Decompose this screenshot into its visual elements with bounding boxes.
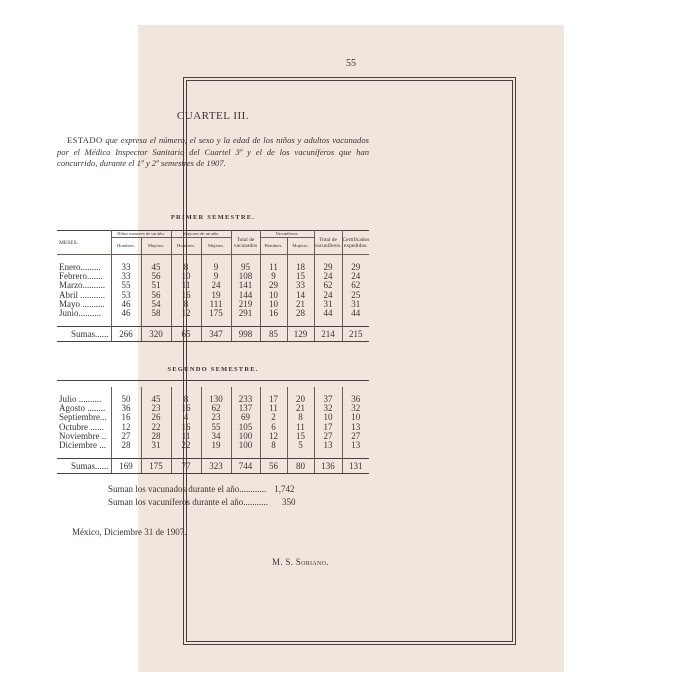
sum-value: 77: [171, 459, 201, 474]
semester2-table: [57, 380, 369, 474]
value-cell: 10: [171, 272, 201, 281]
header-total: Total de vacunados: [231, 231, 260, 255]
value-cell: 21: [287, 300, 314, 309]
value-cell: 9: [201, 272, 231, 281]
month-cell: Julio ..........: [57, 395, 111, 404]
value-cell: 10: [260, 300, 287, 309]
semester2-title: SEGUNDO SEMESTRE.: [167, 366, 259, 373]
month-cell: Agosto ........: [57, 404, 111, 413]
value-cell: 219: [231, 300, 260, 309]
value-cell: 12: [111, 423, 141, 432]
table-row: [57, 441, 369, 450]
spacer-row: [57, 255, 369, 264]
value-cell: 10: [260, 291, 287, 300]
value-cell: 11: [171, 432, 201, 441]
totals-label: Suman los vacunados durante el año............: [108, 484, 267, 494]
sum-value: 175: [141, 459, 171, 474]
value-cell: 29: [342, 263, 369, 272]
month-cell: Junio..........: [57, 309, 111, 318]
sum-label: Sumas......: [57, 459, 111, 474]
month-cell: Noviembre ..: [57, 432, 111, 441]
value-cell: 62: [314, 281, 342, 290]
month-cell: Abril ...........: [57, 291, 111, 300]
value-cell: 4: [171, 413, 201, 422]
value-cell: 46: [111, 300, 141, 309]
semester1-title: PRIMER SEMESTRE.: [170, 214, 256, 221]
value-cell: 2: [260, 413, 287, 422]
value-cell: 24: [314, 272, 342, 281]
value-cell: 11: [171, 281, 201, 290]
value-cell: 37: [314, 395, 342, 404]
table-row: [57, 309, 369, 318]
intro-paragraph: [57, 135, 369, 170]
header-hombres: Hombres.: [111, 238, 141, 255]
value-cell: 28: [111, 441, 141, 450]
signature: M. S. Soriano.: [272, 557, 329, 567]
value-cell: 28: [141, 432, 171, 441]
month-cell: Enero.........: [57, 263, 111, 272]
header-hombres: Hombres.: [171, 238, 201, 255]
sum-value: 215: [342, 327, 369, 342]
value-cell: 16: [171, 404, 201, 413]
header-mujeres: Mujeres.: [287, 238, 314, 255]
value-cell: 10: [342, 413, 369, 422]
totals-vacuniferos: [108, 497, 295, 510]
sum-value: 85: [260, 327, 287, 342]
value-cell: 17: [314, 423, 342, 432]
header-vacuniferos: Vacuníferos.: [260, 231, 314, 238]
value-cell: 44: [342, 309, 369, 318]
value-cell: 111: [201, 300, 231, 309]
sum-value: 323: [201, 459, 231, 474]
value-cell: 16: [111, 413, 141, 422]
value-cell: 20: [287, 395, 314, 404]
value-cell: 29: [260, 281, 287, 290]
value-cell: 8: [287, 413, 314, 422]
value-cell: 58: [141, 309, 171, 318]
header-mujeres: Mujeres.: [141, 238, 171, 255]
value-cell: 32: [314, 404, 342, 413]
month-cell: Diciembre ...: [57, 441, 111, 450]
value-cell: 51: [141, 281, 171, 290]
value-cell: 105: [231, 423, 260, 432]
value-cell: 26: [141, 413, 171, 422]
value-cell: 13: [342, 423, 369, 432]
value-cell: 56: [141, 291, 171, 300]
value-cell: 16: [260, 309, 287, 318]
sum-value: 56: [260, 459, 287, 474]
value-cell: 54: [141, 300, 171, 309]
value-cell: 11: [260, 404, 287, 413]
value-cell: 36: [342, 395, 369, 404]
month-cell: Mayo ..........: [57, 300, 111, 309]
value-cell: 31: [342, 300, 369, 309]
value-cell: 50: [111, 395, 141, 404]
value-cell: 33: [287, 281, 314, 290]
value-cell: 44: [314, 309, 342, 318]
value-cell: 12: [171, 309, 201, 318]
value-cell: 14: [287, 291, 314, 300]
value-cell: 16: [171, 423, 201, 432]
value-cell: 12: [260, 432, 287, 441]
sum-value: 214: [314, 327, 342, 342]
value-cell: 34: [201, 432, 231, 441]
value-cell: 31: [314, 300, 342, 309]
value-cell: 62: [201, 404, 231, 413]
sum-label: Sumas......: [57, 327, 111, 342]
sum-value: 266: [111, 327, 141, 342]
month-cell: Marzo..........: [57, 281, 111, 290]
value-cell: 55: [111, 281, 141, 290]
value-cell: 21: [287, 404, 314, 413]
sum-value: 131: [342, 459, 369, 474]
value-cell: 16: [171, 291, 201, 300]
value-cell: 10: [314, 413, 342, 422]
intro-text: que expresa el número, el sexo y la edad de los niños y adultos vacunados por el Médico Inspector Sanitario del Cuartel 3º y el de los vacuníferos que han concurrido, durante el 1º y 2º semestres de 1907.: [57, 135, 370, 168]
value-cell: 23: [201, 413, 231, 422]
header-mayores: Mayores de un año.: [171, 231, 231, 238]
totals-block: [108, 484, 295, 509]
month-cell: Octubre ......: [57, 423, 111, 432]
header-mujeres: Mujeres.: [201, 238, 231, 255]
value-cell: 108: [231, 272, 260, 281]
value-cell: 100: [231, 432, 260, 441]
month-cell: Septiembre...: [57, 413, 111, 422]
sum-value: 320: [141, 327, 171, 342]
page-title: CUARTEL III.: [176, 110, 250, 122]
value-cell: 130: [201, 395, 231, 404]
semester1-table: [57, 230, 369, 342]
value-cell: 55: [201, 423, 231, 432]
value-cell: 53: [111, 291, 141, 300]
value-cell: 8: [260, 441, 287, 450]
header-certificados: Certificados expedidos.: [342, 231, 369, 255]
header-meses: MESES.: [57, 231, 111, 255]
value-cell: 9: [201, 263, 231, 272]
month-cell: Febrero.......: [57, 272, 111, 281]
value-cell: 28: [287, 309, 314, 318]
value-cell: 69: [231, 413, 260, 422]
value-cell: 9: [260, 272, 287, 281]
value-cell: 22: [171, 441, 201, 450]
intro-lead: ESTADO: [67, 135, 103, 145]
page-number: 55: [346, 58, 356, 69]
value-cell: 56: [141, 272, 171, 281]
value-cell: 8: [171, 300, 201, 309]
value-cell: 62: [342, 281, 369, 290]
value-cell: 233: [231, 395, 260, 404]
totals-value: 1,742: [274, 484, 295, 494]
sum-value: 65: [171, 327, 201, 342]
value-cell: 175: [201, 309, 231, 318]
header-menores: Niños menores de un año.: [111, 231, 171, 238]
document-page: [138, 25, 564, 672]
value-cell: 22: [141, 423, 171, 432]
value-cell: 45: [141, 263, 171, 272]
value-cell: 25: [342, 291, 369, 300]
value-cell: 8: [171, 395, 201, 404]
value-cell: 23: [141, 404, 171, 413]
value-cell: 18: [287, 263, 314, 272]
value-cell: 17: [260, 395, 287, 404]
date-line: México, Diciembre 31 de 1907.: [72, 527, 187, 537]
value-cell: 29: [314, 263, 342, 272]
sum-value: 80: [287, 459, 314, 474]
value-cell: 291: [231, 309, 260, 318]
value-cell: 11: [287, 423, 314, 432]
totals-label: Suman los vacuníferos durante el año...........: [108, 496, 268, 507]
value-cell: 24: [201, 281, 231, 290]
sum-value: 129: [287, 327, 314, 342]
value-cell: 137: [231, 404, 260, 413]
sum-value: 136: [314, 459, 342, 474]
value-cell: 27: [111, 432, 141, 441]
header-hombres: Hombres.: [260, 238, 287, 255]
value-cell: 36: [111, 404, 141, 413]
value-cell: 46: [111, 309, 141, 318]
header-total-vac: Total de vacuníferos.: [314, 231, 342, 255]
totals-vacunados: [108, 484, 295, 497]
value-cell: 5: [287, 441, 314, 450]
sum-value: 744: [231, 459, 260, 474]
sum-row: [57, 459, 369, 474]
value-cell: 27: [342, 432, 369, 441]
value-cell: 6: [260, 423, 287, 432]
value-cell: 15: [287, 272, 314, 281]
value-cell: 100: [231, 441, 260, 450]
totals-value: 350: [281, 496, 296, 507]
sum-value: 998: [231, 327, 260, 342]
value-cell: 19: [201, 441, 231, 450]
value-cell: 45: [141, 395, 171, 404]
value-cell: 24: [314, 291, 342, 300]
sum-value: 169: [111, 459, 141, 474]
sum-row: [57, 327, 369, 342]
value-cell: 33: [111, 263, 141, 272]
value-cell: 8: [171, 263, 201, 272]
value-cell: 27: [314, 432, 342, 441]
value-cell: 24: [342, 272, 369, 281]
sum-value: 347: [201, 327, 231, 342]
value-cell: 144: [231, 291, 260, 300]
value-cell: 33: [111, 272, 141, 281]
value-cell: 31: [141, 441, 171, 450]
value-cell: 95: [231, 263, 260, 272]
value-cell: 13: [314, 441, 342, 450]
value-cell: 32: [342, 404, 369, 413]
value-cell: 19: [201, 291, 231, 300]
spacer-row: [57, 318, 369, 327]
value-cell: 15: [287, 432, 314, 441]
spacer-row: [57, 450, 369, 459]
value-cell: 141: [231, 281, 260, 290]
value-cell: 11: [260, 263, 287, 272]
value-cell: 13: [342, 441, 369, 450]
table-row: [57, 263, 369, 272]
